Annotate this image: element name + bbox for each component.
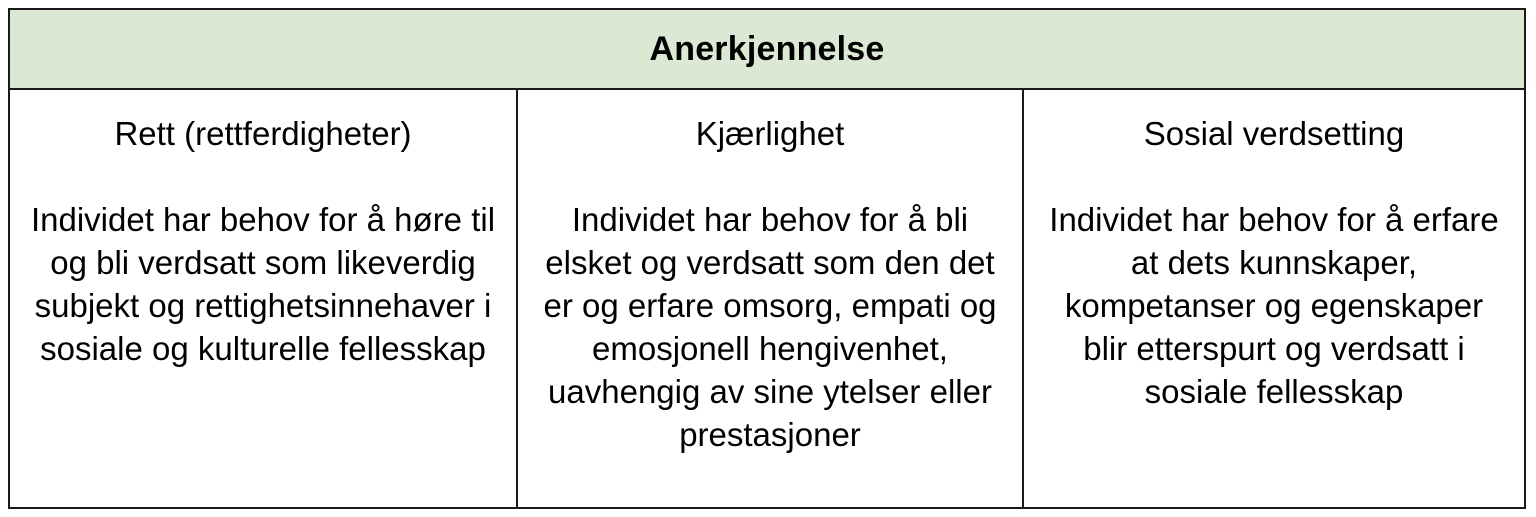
column-love — [516, 90, 1022, 507]
column-rights — [10, 90, 516, 507]
column-text-rights: Individet har behov for å høre til og bli verdsatt som likeverdig subjekt og rettighetsinnehaver i sosiale og kulturelle fellesskap — [30, 201, 496, 367]
column-title-love: Kjærlighet — [695, 115, 845, 152]
column-title-social-esteem: Sosial verdsetting — [1143, 115, 1405, 152]
column-text-social-esteem: Individet har behov for å erfare at dets kunnskaper, kompetanser og egenskaper blir etterspurt og verdsatt i sosiale fellesskap — [1049, 201, 1499, 410]
column-social-esteem — [1022, 90, 1524, 507]
table-header: Anerkjennelse — [10, 10, 1524, 90]
column-title-rights: Rett (rettferdigheter) — [114, 115, 412, 152]
column-text-love: Individet har behov for å bli elsket og verdsatt som den det er og erfare omsorg, empati og emosjonell hengivenhet, uavhengig av sine ytelser eller prestasjoner — [543, 201, 997, 453]
recognition-table — [8, 8, 1526, 509]
